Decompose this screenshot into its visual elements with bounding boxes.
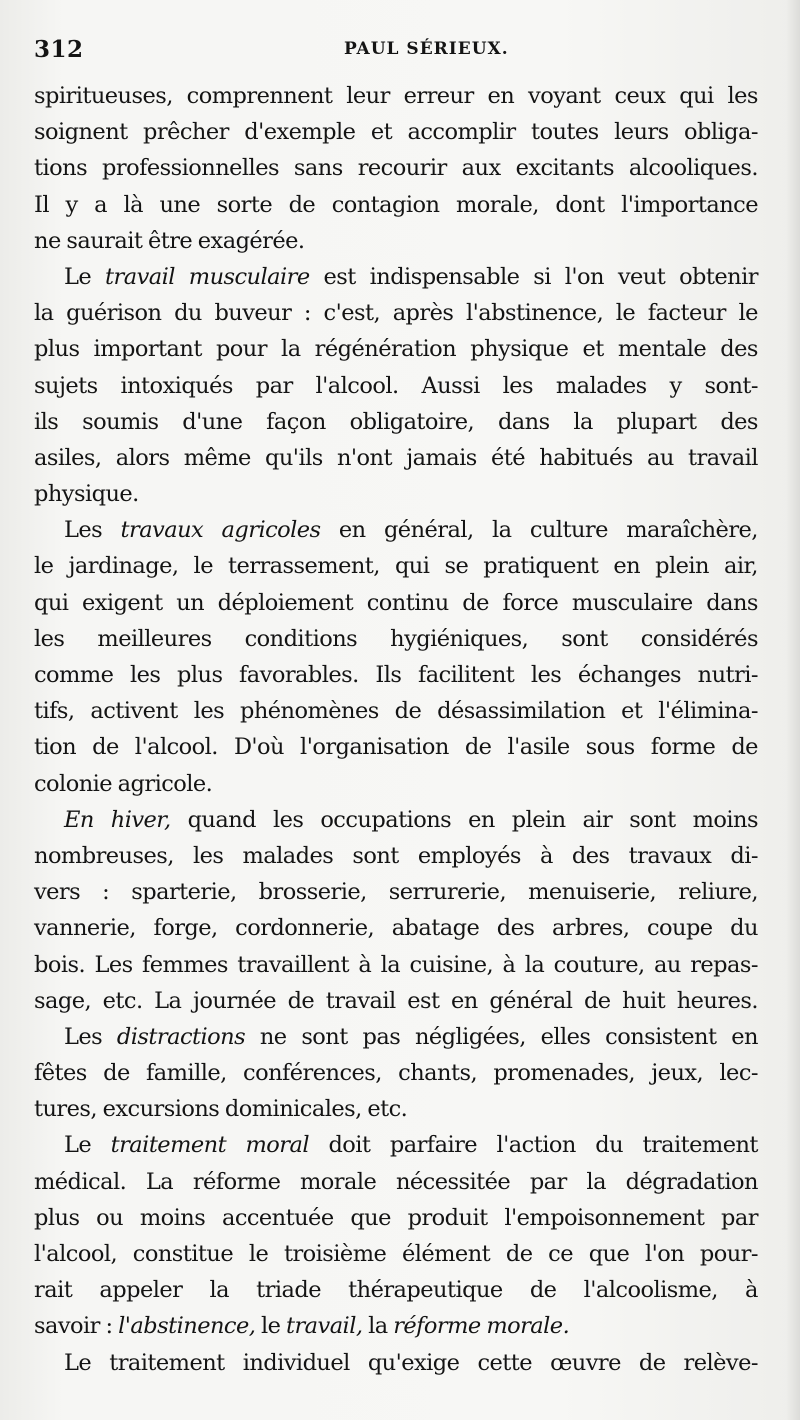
text-line: médical. La réforme morale nécessitée par la dégradation: [34, 1168, 758, 1195]
text-line: qui exigent un déploiement continu de force musculaire dans: [34, 589, 758, 616]
text-line: sage, etc. La journée de travail est en général de huit heures.: [34, 987, 758, 1014]
page-header: [34, 36, 754, 70]
text-line: asiles, alors même qu'ils n'ont jamais été habitués au travail: [34, 444, 758, 471]
text-line: plus important pour la régénération physique et mentale des: [34, 336, 758, 363]
text-line: fêtes de famille, conférences, chants, promenades, jeux, lec-: [34, 1060, 758, 1087]
text-line: colonie agricole.: [34, 770, 213, 797]
page-edge-shadow: [786, 0, 800, 1420]
text-line: Le traitement individuel qu'exige cette œuvre de relève-: [64, 1349, 758, 1376]
text-line: Les travaux agricoles en général, la culture maraîchère,: [64, 517, 758, 544]
text-line: tures, excursions dominicales, etc.: [34, 1096, 408, 1123]
text-line: Le traitement moral doit parfaire l'action du traitement: [64, 1132, 758, 1159]
text-line: ils soumis d'une façon obligatoire, dans la plupart des: [34, 408, 758, 435]
text-line: vannerie, forge, cordonnerie, abatage des arbres, coupe du: [34, 915, 758, 942]
text-line: spiritueuses, comprennent leur erreur en voyant ceux qui les: [34, 83, 758, 109]
text-line: Les distractions ne sont pas négligées, elles consistent en: [64, 1023, 758, 1050]
text-line: nombreuses, les malades sont employés à des travaux di-: [34, 842, 758, 869]
text-line: physique.: [34, 481, 139, 508]
text-line: plus ou moins accentuée que produit l'empoisonnement par: [34, 1204, 758, 1231]
page-number: 312: [34, 36, 84, 63]
text-line: sujets intoxiqués par l'alcool. Aussi les malades y sont-: [34, 372, 758, 399]
text-line: savoir : l'abstinence, le travail, la réforme morale.: [34, 1313, 570, 1340]
text-line: En hiver, quand les occupations en plein air sont moins: [64, 806, 758, 833]
text-line: tions professionnelles sans recourir aux excitants alcooliques.: [34, 155, 758, 182]
text-line: comme les plus favorables. Ils facilitent les échanges nutri-: [34, 662, 758, 688]
text-line: vers : sparterie, brosserie, serrurerie, menuiserie, reliure,: [34, 879, 758, 906]
text-line: la guérison du buveur : c'est, après l'abstinence, le facteur le: [34, 300, 758, 327]
body-text: [34, 78, 758, 1381]
text-line: les meilleures conditions hygiéniques, sont considérés: [34, 625, 758, 652]
text-line: le jardinage, le terrassement, qui se pratiquent en plein air,: [34, 553, 758, 580]
text-line: Le travail musculaire est indispensable si l'on veut obtenir: [64, 263, 758, 290]
running-head: PAUL SÉRIEUX.: [344, 39, 509, 59]
text-line: l'alcool, constitue le troisième élément de ce que l'on pour-: [34, 1241, 758, 1267]
text-line: soignent prêcher d'exemple et accomplir toutes leurs obliga-: [34, 119, 758, 146]
text-line: tion de l'alcool. D'où l'organisation de l'asile sous forme de: [34, 734, 758, 761]
text-line: rait appeler la triade thérapeutique de l'alcoolisme, à: [34, 1277, 758, 1304]
text-line: tifs, activent les phénomènes de désassimilation et l'élimina-: [34, 698, 758, 725]
text-line: ne saurait être exagérée.: [34, 227, 305, 254]
text-line: bois. Les femmes travaillent à la cuisine, à la couture, au repas-: [34, 951, 758, 978]
text-line: Il y a là une sorte de contagion morale, dont l'importance: [34, 191, 758, 218]
